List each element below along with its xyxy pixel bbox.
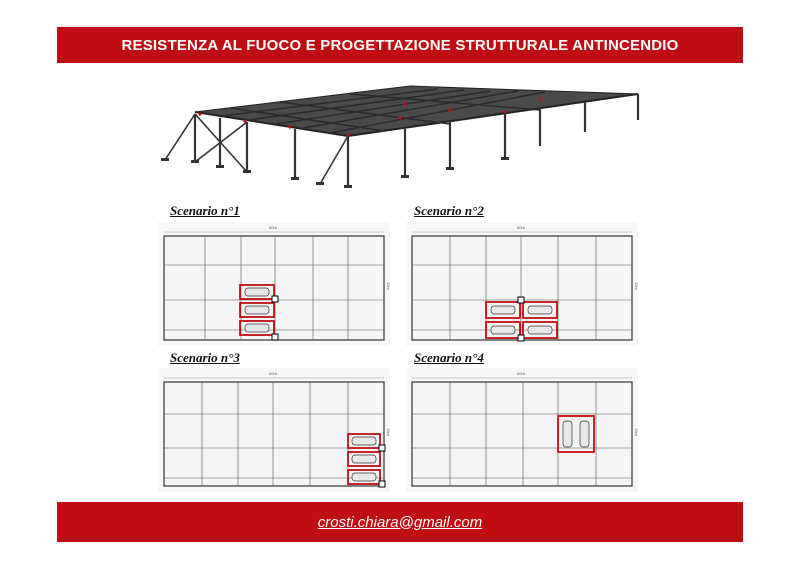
scenario-2-title: Scenario n°2 [414,203,484,218]
scenario-1-plan [158,222,390,346]
car-icon [352,437,376,481]
email-link[interactable]: crosti.chiara@gmail.com [317,513,483,531]
scenario-1-title: Scenario n°1 [170,203,240,218]
scenario-4-plan [406,368,638,492]
scenario-3-plan [158,368,390,492]
footer-banner [57,502,743,542]
car-icon [245,288,269,332]
page-title: RESISTENZA AL FUOCO E PROGETTAZIONE STRUTTURALE ANTINCENDIO [121,36,679,54]
depth-label: 15m [386,428,391,436]
width-label: 60m [269,371,277,376]
depth-label: 15m [634,428,639,436]
title-banner [57,27,743,63]
scenario-4-title: Scenario n°4 [414,350,484,365]
scenario-3-title: Scenario n°3 [170,350,240,365]
steel-structure-illustration [150,72,650,197]
scenario-2-plan [406,222,638,346]
width-label: 60m [269,225,277,230]
width-label: 60m [517,371,525,376]
width-label: 60m [517,225,525,230]
depth-label: 15m [386,282,391,290]
depth-label: 15m [634,282,639,290]
